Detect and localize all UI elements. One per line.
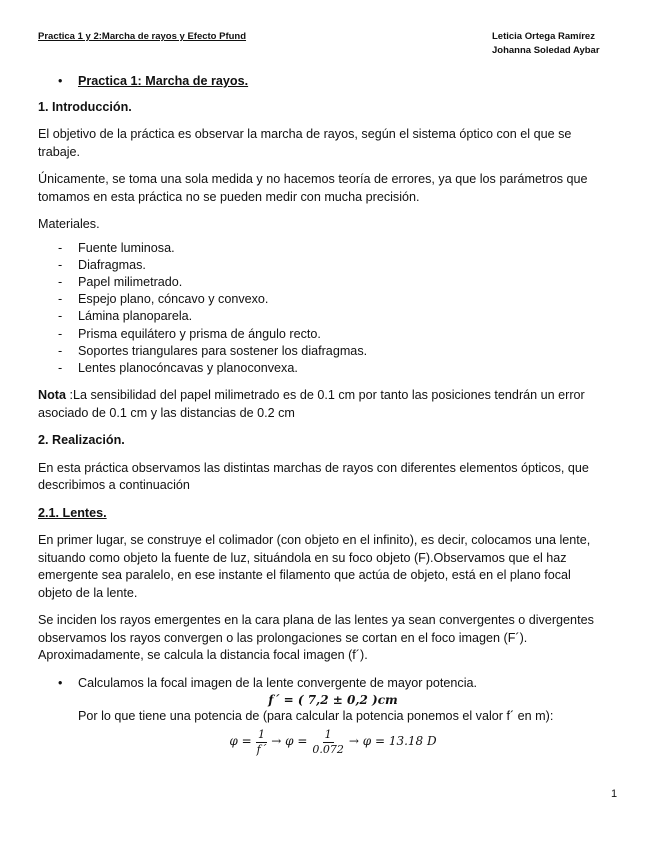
calc-bullet-text: Calculamos la focal imagen de la lente convergente de mayor potencia.	[78, 675, 478, 690]
fraction-1-numerator: 1	[257, 727, 265, 741]
practice-title-bullet	[38, 73, 608, 91]
list-item: - Lámina planoparela.	[58, 309, 193, 324]
page-number: 1	[611, 788, 618, 800]
realization-paragraph: En esta práctica observamos las distintas marchas de rayos con diferentes elementos ópticos, que describimos a continuación	[38, 460, 589, 493]
header-title: Practica 1 y 2:Marcha de rayos y Efecto Pfund	[38, 31, 247, 42]
list-item: - Lentes planocóncavas y planoconvexa.	[58, 360, 298, 375]
document-body	[38, 73, 608, 757]
list-item: - Diafragmas.	[58, 257, 146, 272]
formula-result: → φ = 13.18 D	[348, 734, 437, 749]
header-authors	[492, 30, 600, 58]
author-2: Johanna Soledad Aybar	[492, 45, 600, 56]
formula-phi: φ =	[229, 734, 252, 749]
author-1: Leticia Ortega Ramírez	[492, 31, 595, 42]
intro-paragraph-1: El objetivo de la práctica es observar la marcha de rayos, según el sistema óptico con el que se trabaje.	[38, 127, 572, 159]
list-item: - Espejo plano, cóncavo y convexo.	[58, 292, 269, 307]
note-text: :La sensibilidad del papel milimetrado es de 0.1 cm por tanto las posiciones tendrán un error asociado de 0.1 cm y las distancias de 0.2 cm	[38, 388, 585, 420]
formula-arrow-1: → φ =	[271, 734, 308, 749]
practice-title: Practica 1: Marcha de rayos.	[78, 74, 249, 88]
list-item: - Soportes triangulares para sostener los diafragmas.	[58, 343, 368, 358]
section-2-heading: 2. Realización.	[38, 433, 125, 448]
fraction-1	[255, 728, 269, 757]
fraction-1-denominator: f´	[256, 742, 267, 756]
list-item: - Papel milimetrado.	[58, 274, 183, 289]
intro-paragraph-2: Únicamente, se toma una sola medida y no hacemos teoría de errores, ya que los parámetros que tomamos en esta práctica no se pueden medir con mucha precisión.	[38, 172, 588, 204]
section-1-heading: 1. Introducción.	[38, 99, 132, 114]
materials-label: Materiales.	[38, 217, 100, 231]
power-formula	[38, 728, 608, 757]
bullet-icon: •	[58, 74, 63, 88]
power-text: Por lo que tiene una potencia de (para calcular la potencia ponemos el valor f´ en m):	[78, 709, 554, 724]
fraction-2-denominator: 0.072	[312, 742, 344, 756]
list-item: - Fuente luminosa.	[58, 240, 175, 255]
calc-bullet	[38, 675, 608, 693]
bullet-icon: •	[58, 675, 63, 690]
fraction-2	[310, 728, 346, 757]
list-item: - Prisma equilátero y prisma de ángulo recto.	[58, 326, 321, 341]
lens-paragraph-2: Se inciden los rayos emergentes en la cara plana de las lentes ya sean convergentes o divergentes observamos los rayos convergen o las prolongaciones se cortan en el foco imagen (F´). Aproximadamente, se calcula la distancia focal imagen (f´).	[38, 613, 594, 663]
section-2-1-heading: 2.1. Lentes.	[38, 505, 107, 520]
materials-list	[38, 240, 608, 378]
note-label: Nota	[38, 388, 66, 403]
fraction-2-numerator: 1	[324, 727, 332, 741]
note-paragraph	[38, 387, 608, 422]
focal-length-equation: f´ = ( 7,2 ± 0,2 )cm	[268, 693, 398, 708]
lens-paragraph-1: En primer lugar, se construye el colimador (con objeto en el infinito), es decir, colocamos una lente, situando como objeto la fuente de luz, situándola en su foco objeto (F).Observamos que el haz emergente sea paralelo, en ese instante el filamento que actúa de objeto, está en el plano focal objeto de la lente.	[38, 533, 591, 600]
